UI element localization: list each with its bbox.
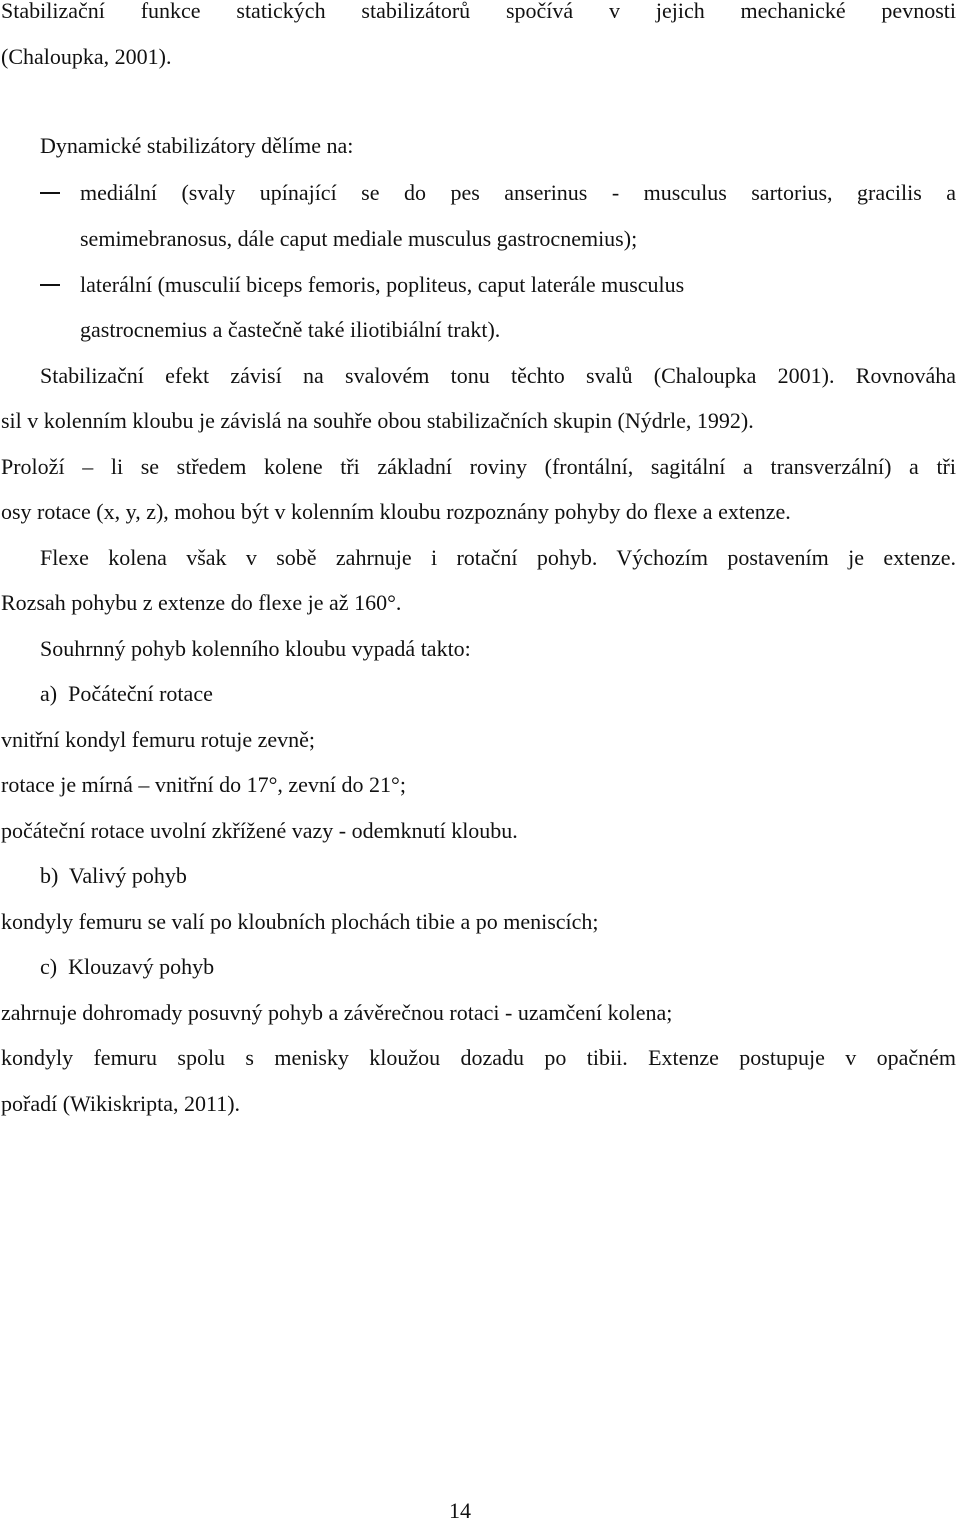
text-line: kondyly femuru spolu s menisky kloužou dozadu po tibii. Extenze postupuje v opačném [1, 1045, 956, 1070]
phase-heading: b) Valivý pohyb [40, 863, 187, 888]
list-item-line: laterální (musculií biceps femoris, popliteus, caput laterále musculus [80, 272, 685, 297]
text-line: kondyly femuru se valí po kloubních plochách tibie a po meniscích; [1, 909, 599, 934]
dash-bullet-icon [40, 284, 60, 286]
text-line: Proloží – li se středem kolene tři základní roviny (frontální, sagitální a transverzální) a tři [1, 454, 956, 479]
text-line: Stabilizační funkce statických stabilizátorů spočívá v jejich mechanické pevnosti [1, 0, 956, 23]
list-item-line: semimebranosus, dále caput mediale musculus gastrocnemius); [80, 226, 638, 251]
summary-intro: Souhrnný pohyb kolenního kloubu vypadá takto: [40, 636, 471, 661]
dash-bullet-icon [40, 192, 60, 194]
list-item-line: gastrocnemius a častečně také iliotibiální trakt). [80, 317, 501, 342]
text-line: počáteční rotace uvolní zkřížené vazy - odemknutí kloubu. [1, 818, 518, 843]
text-line: osy rotace (x, y, z), mohou být v kolenním kloubu rozpoznány pohyby do flexe a extenze. [1, 499, 791, 524]
text-line: pořadí (Wikiskripta, 2011). [1, 1091, 241, 1116]
text-line: vnitřní kondyl femuru rotuje zevně; [1, 727, 316, 752]
phase-heading: a) Počáteční rotace [40, 681, 213, 706]
list-item-line: mediální (svaly upínající se do pes anserinus - musculus sartorius, gracilis a [80, 180, 956, 205]
text-line: Rozsah pohybu z extenze do flexe je až 160°. [1, 590, 402, 615]
text-line: sil v kolenním kloubu je závislá na souhře obou stabilizačních skupin (Nýdrle, 1992). [1, 408, 754, 433]
text-line: (Chaloupka, 2001). [1, 44, 172, 69]
text-line: Stabilizační efekt závisí na svalovém tonu těchto svalů (Chaloupka 2001). Rovnováha [40, 363, 956, 388]
text-line: Flexe kolena však v sobě zahrnuje i rotační pohyb. Výchozím postavením je extenze. [40, 545, 956, 570]
text-line: zahrnuje dohromady posuvný pohyb a závěrečnou rotaci - uzamčení kolena; [1, 1000, 673, 1025]
text-line: rotace je mírná – vnitřní do 17°, zevní do 21°; [1, 772, 406, 797]
list-intro: Dynamické stabilizátory dělíme na: [40, 133, 354, 158]
phase-heading: c) Klouzavý pohyb [40, 954, 215, 979]
page-number: 14 [449, 1498, 471, 1523]
